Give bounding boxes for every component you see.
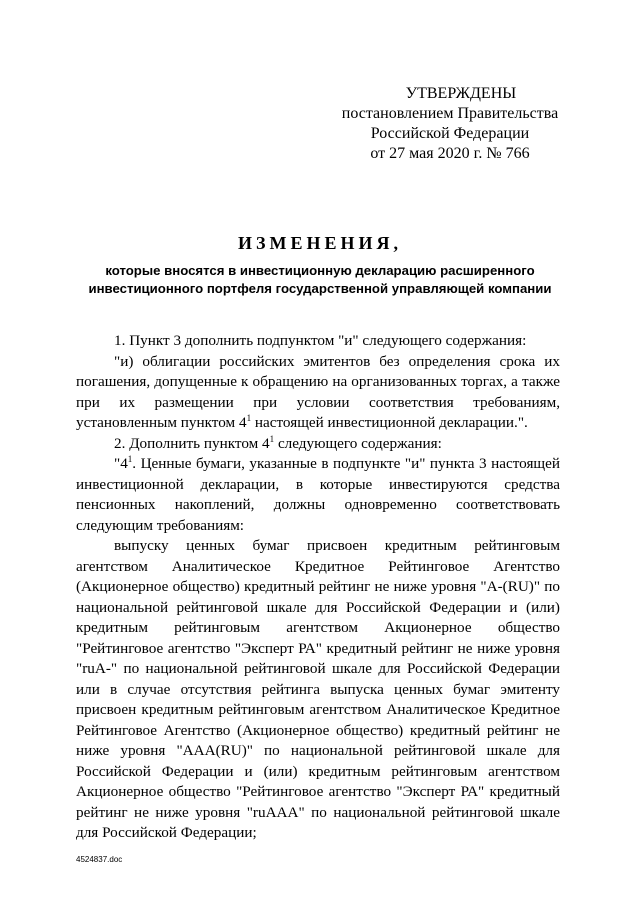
paragraph-text: настоящей инвестиционной декларации.". [251, 414, 528, 431]
paragraph-text: . Ценные бумаги, указанные в подпункте "и" пункта 3 настоящей инвестиционной декларации, в которые инвестируются средства пенсионных накоплений, должны одновременно соответствовать следующим требованиям: [76, 455, 560, 534]
paragraph-text: "и) облигации российских эмитентов без определения срока их погашения, допущенные к обращению на организованных торгах, а также при их размещении при условии соответствия требованиям, установленным пунктом 4 [76, 352, 560, 431]
approval-line-decree: постановлением Правительства [341, 105, 559, 122]
document-subtitle [70, 262, 570, 298]
superscript: 1 [127, 454, 133, 464]
paragraph-rating-requirement: выпуску ценных бумаг присвоен кредитным рейтинговым агентством Аналитическое Кредитное Рейтинговое Агентство (Акционерное общество) кредитный рейтинг не ниже уровня "A-(RU)" по национальной рейтинговой шкале для Российской Федерации и (или) кредитным рейтинговым агентством Акционерное общество "Рейтинговое агентство "Эксперт РА" кредитный рейтинг не ниже уровня "ruA-" по национальной рейтинговой шкале для Российской Федерации или в случае отсутствия рейтинга выпуска ценных бумаг эмитенту присвоен кредитным рейтинговым агентством Аналитическое Кредитное Рейтинговое Агентство (Акционерное общество) кредитный рейтинг не ниже уровня "AAA(RU)" по национальной рейтинговой шкале для Российской Федерации и (или) кредитным рейтинговым агентством Акционерное общество "Рейтинговое агентство "Эксперт РА" кредитный рейтинг не ниже уровня "ruAAA" по национальной рейтинговой шкале для Российской Федерации; [76, 537, 560, 841]
approval-heading: УТВЕРЖДЕНЫ [405, 85, 517, 102]
document-code: 4524837.doc [76, 855, 123, 864]
superscript: 1 [269, 433, 275, 444]
paragraph-subitem-i [76, 352, 560, 434]
approval-line-government: Российской Федерации [370, 125, 530, 142]
paragraph-item-2 [76, 434, 560, 455]
paragraph-item-1: 1. Пункт 3 дополнить подпунктом "и" следующего содержания: [114, 332, 527, 349]
superscript: 1 [246, 413, 252, 423]
subtitle-line-1: которые вносятся в инвестиционную декларацию расширенного [105, 263, 535, 278]
paragraph-point-4-1 [76, 454, 560, 536]
paragraph-text: следующего содержания: [274, 434, 442, 452]
approval-line-date-number: от 27 мая 2020 г. № 766 [370, 145, 530, 162]
document-title: ИЗМЕНЕНИЯ, [237, 233, 402, 253]
paragraph-text: "4 [114, 455, 128, 472]
approval-block [320, 84, 580, 164]
paragraph-text: 2. Дополнить пунктом 4 [114, 434, 270, 452]
document-body [76, 331, 560, 844]
subtitle-line-2: инвестиционного портфеля государственной управляющей компании [88, 281, 552, 296]
